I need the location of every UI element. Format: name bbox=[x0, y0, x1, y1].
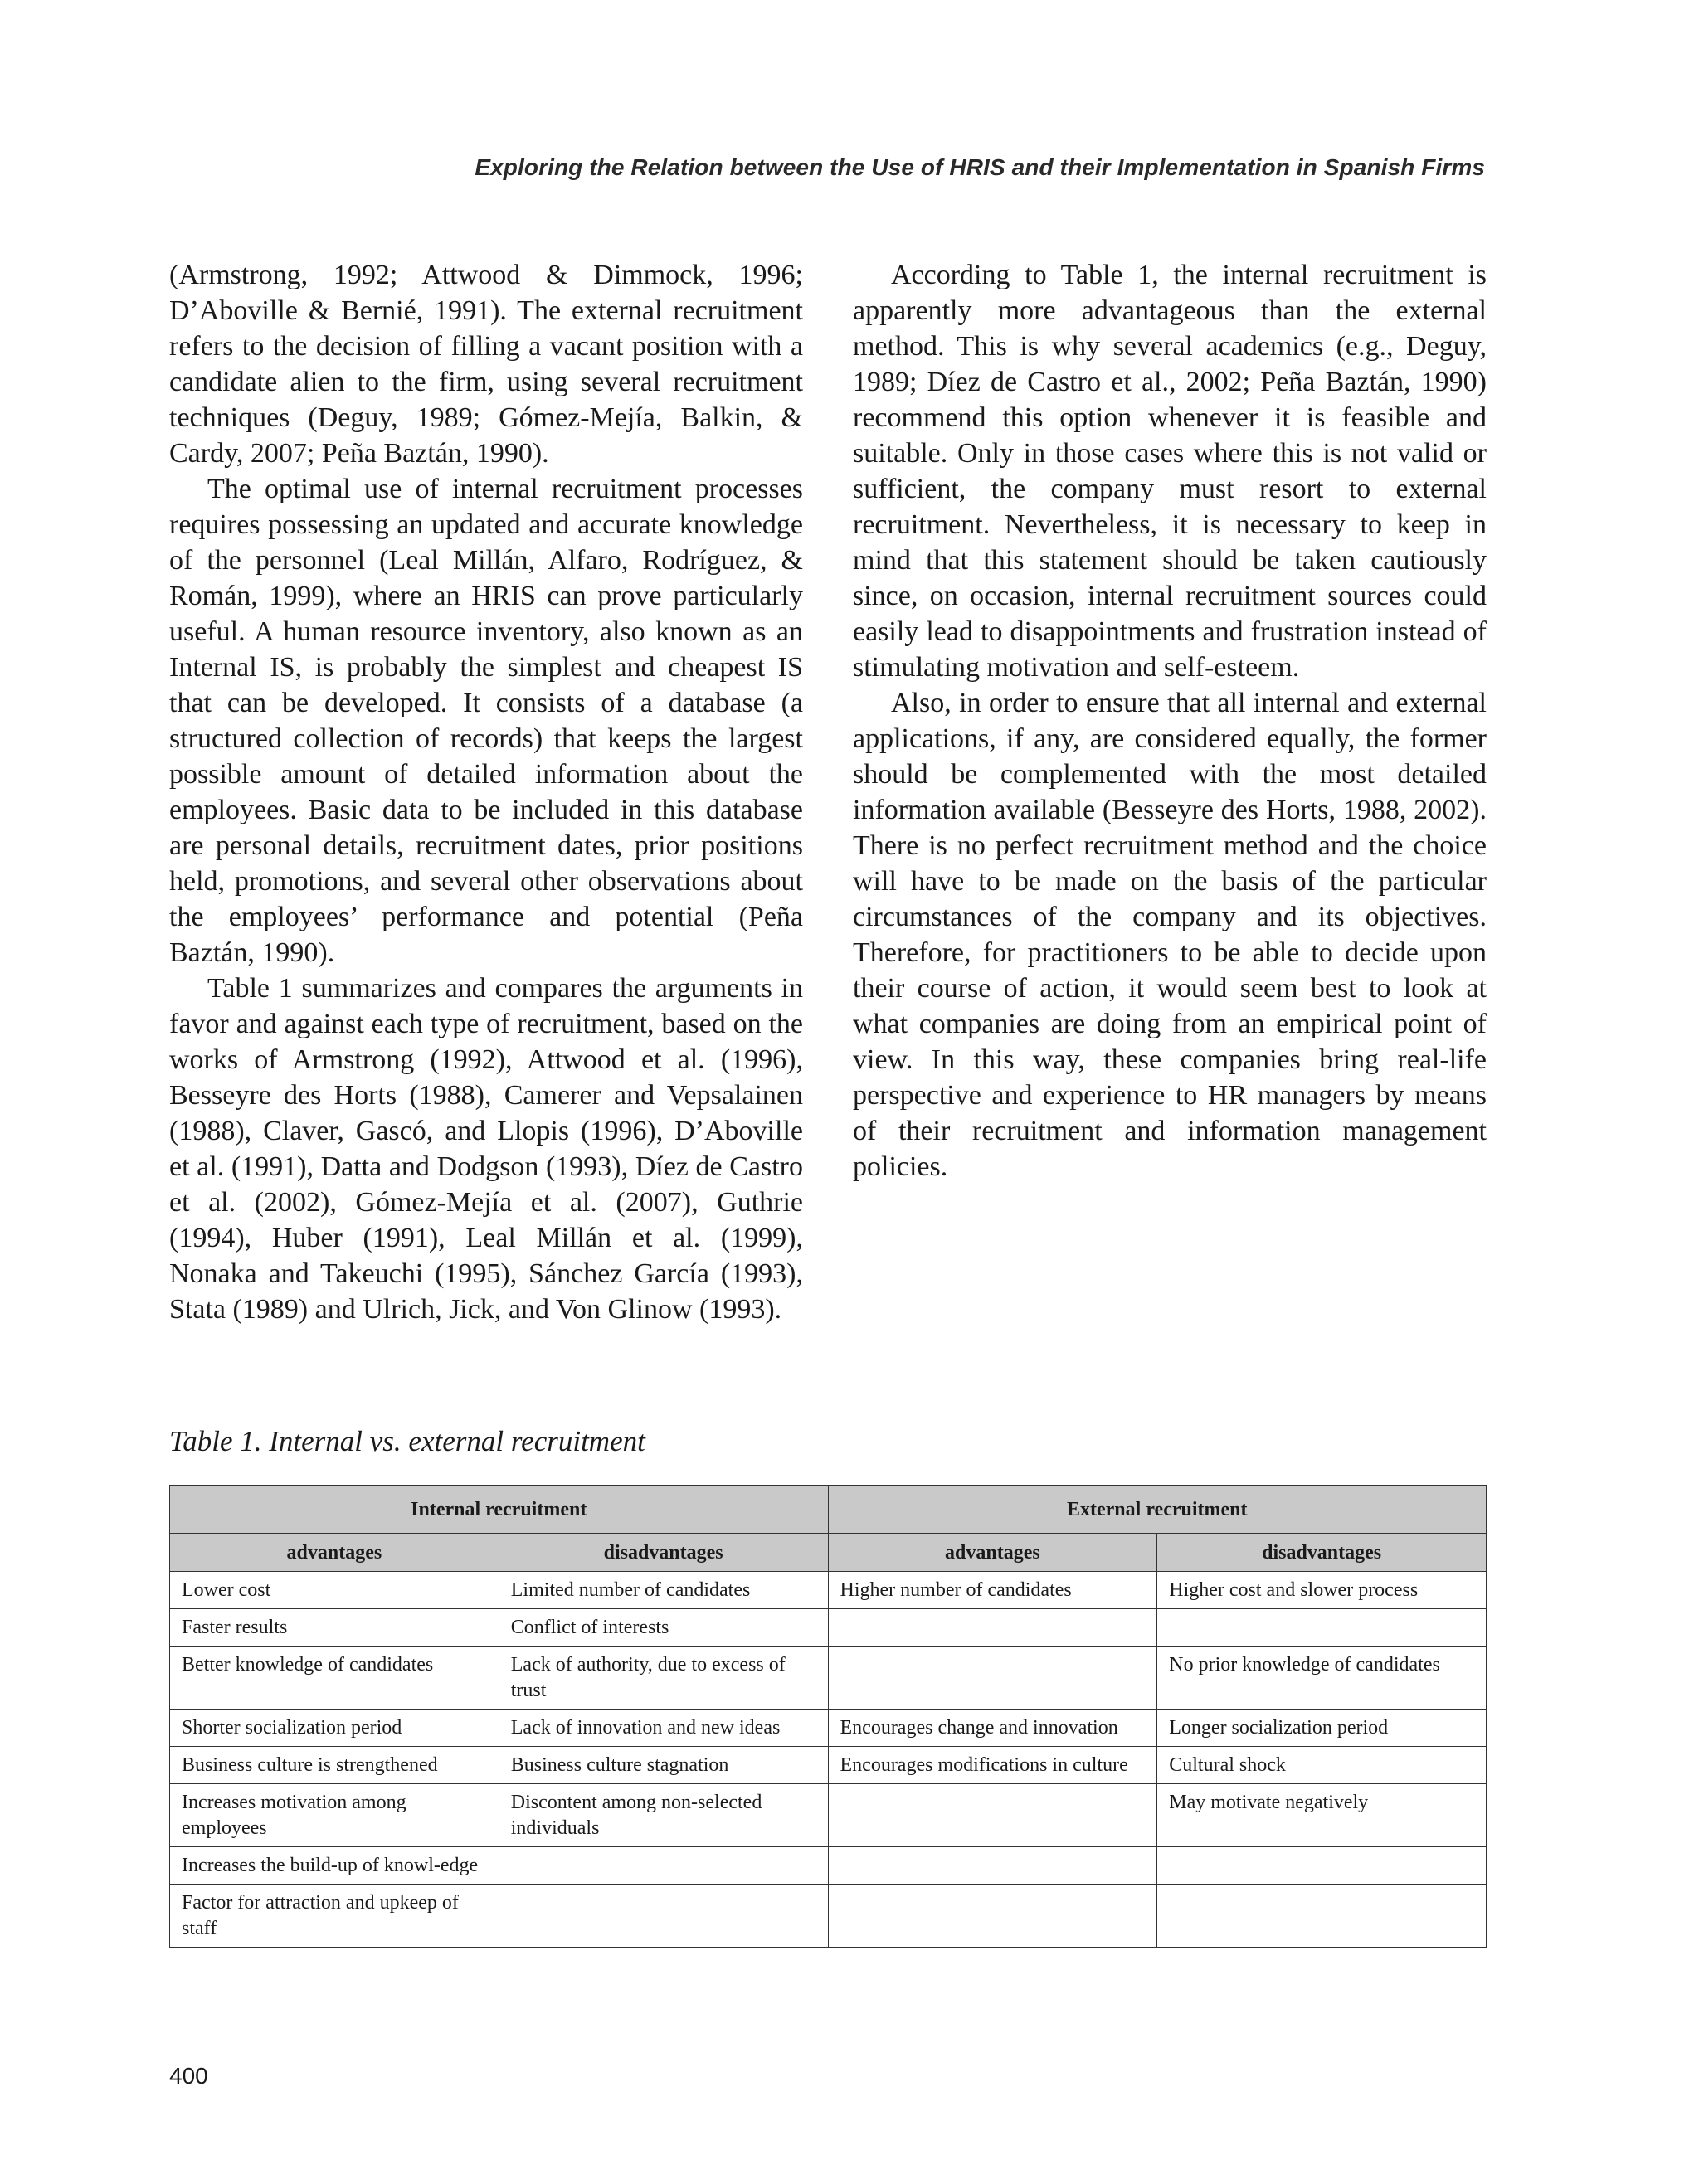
table-cell: Business culture is strengthened bbox=[170, 1747, 499, 1784]
table-row bbox=[170, 1710, 1487, 1747]
external-disadvantages-header: disadvantages bbox=[1157, 1534, 1487, 1572]
table-cell: Cultural shock bbox=[1157, 1747, 1487, 1784]
table-row bbox=[170, 1647, 1487, 1710]
table-cell bbox=[1157, 1847, 1487, 1885]
table-cell bbox=[1157, 1609, 1487, 1647]
table-cell: Factor for attraction and upkeep of staff bbox=[170, 1885, 499, 1948]
table-row bbox=[170, 1847, 1487, 1885]
internal-disadvantages-header: disadvantages bbox=[499, 1534, 828, 1572]
table-cell bbox=[828, 1885, 1157, 1948]
table-cell bbox=[828, 1647, 1157, 1710]
table-cell: Higher cost and slower process bbox=[1157, 1572, 1487, 1609]
table-cell bbox=[1157, 1885, 1487, 1948]
table-row bbox=[170, 1747, 1487, 1784]
table-cell bbox=[499, 1885, 828, 1948]
table-cell: Lower cost bbox=[170, 1572, 499, 1609]
table-cell: Increases motivation among employees bbox=[170, 1784, 499, 1847]
table-cell: Lack of innovation and new ideas bbox=[499, 1710, 828, 1747]
table-cell: May motivate negatively bbox=[1157, 1784, 1487, 1847]
body-columns bbox=[169, 257, 1487, 1327]
table-cell: Increases the build-up of knowl-edge bbox=[170, 1847, 499, 1885]
right-column bbox=[853, 257, 1487, 1327]
table-cell bbox=[499, 1847, 828, 1885]
table-cell: Business culture stagnation bbox=[499, 1747, 828, 1784]
left-paragraph-2: The optimal use of internal recruitment processes requires possessing an updated and accurate knowledge of the personnel (Leal Millán, Alfaro, Rodríguez, & Román, 1999), where an HRIS can prove particularly useful. A human resource inventory, also known as an Internal IS, is probably the simplest and cheapest IS that can be developed. It consists of a database (a structured collection of records) that keeps the largest possible amount of detailed information about the employees. Basic data to be included in this database are personal details, recruitment dates, prior positions held, promotions, and several other observations about the employees’ performance and potential (Peña Baztán, 1990). bbox=[169, 474, 803, 968]
external-advantages-header: advantages bbox=[828, 1534, 1157, 1572]
table-cell: Faster results bbox=[170, 1609, 499, 1647]
table-group-header-row bbox=[170, 1486, 1487, 1534]
left-paragraph-1: (Armstrong, 1992; Attwood & Dimmock, 1996; D’Aboville & Bernié, 1991). The external recruitment refers to the decision of filling a vacant position with a candidate alien to the firm, using several recruitment techniques (Deguy, 1989; Gómez-Mejía, Balkin, & Cardy, 2007; Peña Baztán, 1990). bbox=[169, 260, 803, 469]
table-cell: Lack of authority, due to excess of trust bbox=[499, 1647, 828, 1710]
table-cell: Shorter socialization period bbox=[170, 1710, 499, 1747]
table-cell: Higher number of candidates bbox=[828, 1572, 1157, 1609]
table-row bbox=[170, 1609, 1487, 1647]
table-cell bbox=[828, 1784, 1157, 1847]
table-row bbox=[170, 1784, 1487, 1847]
table-caption: Table 1. Internal vs. external recruitment bbox=[169, 1425, 645, 1457]
table-cell: Better knowledge of candidates bbox=[170, 1647, 499, 1710]
table-cell bbox=[828, 1609, 1157, 1647]
internal-advantages-header: advantages bbox=[170, 1534, 499, 1572]
table-cell: No prior knowledge of candidates bbox=[1157, 1647, 1487, 1710]
table-row bbox=[170, 1572, 1487, 1609]
page-number: 400 bbox=[169, 2063, 208, 2089]
table-cell: Encourages modifications in culture bbox=[828, 1747, 1157, 1784]
table-cell bbox=[828, 1847, 1157, 1885]
external-recruitment-header: External recruitment bbox=[828, 1486, 1487, 1534]
left-paragraph-3: Table 1 summarizes and compares the arguments in favor and against each type of recruitment, based on the works of Armstrong (1992), Attwood et al. (1996), Besseyre des Horts (1988), Camerer and Vepsalainen (1988), Claver, Gascó, and Llopis (1996), D’Aboville et al. (1991), Datta and Dodgson (1993), Díez de Castro et al. (2002), Gómez-Mejía et al. (2007), Guthrie (1994), Huber (1991), Leal Millán et al. (1999), Nonaka and Takeuchi (1995), Sánchez García (1993), Stata (1989) and Ulrich, Jick, and Von Glinow (1993). bbox=[169, 973, 803, 1325]
table-cell: Conflict of interests bbox=[499, 1609, 828, 1647]
right-paragraph-2: Also, in order to ensure that all internal and external applications, if any, are considered equally, the former should be complemented with the most detailed information available (Besseyre des Horts, 1988, 2002). There is no perfect recruitment method and the choice will have to be made on the basis of the particular circumstances of the company and its objectives. Therefore, for practitioners to be able to decide upon their course of action, it would seem best to look at what companies are doing from an empirical point of view. In this way, these companies bring real-life perspective and experience to HR managers by means of their recruitment and information management policies. bbox=[853, 688, 1487, 1182]
left-column bbox=[169, 257, 803, 1327]
recruitment-table bbox=[169, 1485, 1487, 1948]
table-cell: Discontent among non-selected individuals bbox=[499, 1784, 828, 1847]
table-cell: Limited number of candidates bbox=[499, 1572, 828, 1609]
internal-recruitment-header: Internal recruitment bbox=[170, 1486, 829, 1534]
running-head: Exploring the Relation between the Use of HRIS and their Implementation in Spanish Firms bbox=[475, 154, 1485, 180]
table-cell: Encourages change and innovation bbox=[828, 1710, 1157, 1747]
right-paragraph-1: According to Table 1, the internal recruitment is apparently more advantageous than the external method. This is why several academics (e.g., Deguy, 1989; Díez de Castro et al., 2002; Peña Baztán, 1990) recommend this option whenever it is feasible and suitable. Only in those cases where this is not valid or sufficient, the company must resort to external recruitment. Nevertheless, it is necessary to keep in mind that this statement should be taken cautiously since, on occasion, internal recruitment sources could easily lead to disappointments and frustration instead of stimulating motivation and self-esteem. bbox=[853, 260, 1487, 683]
table-sub-header-row bbox=[170, 1534, 1487, 1572]
table-cell: Longer socialization period bbox=[1157, 1710, 1487, 1747]
table-row bbox=[170, 1885, 1487, 1948]
